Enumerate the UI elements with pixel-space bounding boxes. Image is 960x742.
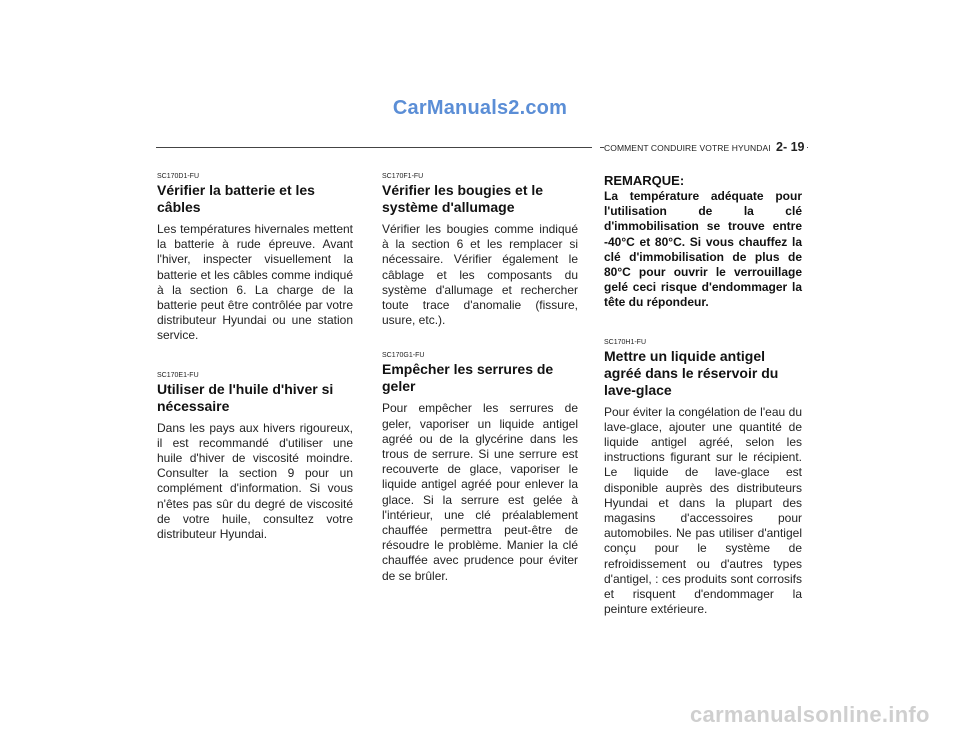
running-title: COMMENT CONDUIRE VOTRE HYUNDAI xyxy=(604,143,775,153)
note-box xyxy=(604,173,802,311)
note-title: REMARQUE: xyxy=(604,173,685,188)
section-body: Pour éviter la congélation de l'eau du lave-glace, ajouter une quantité de liquide antigel agréé, selon les instructions figurant sur le récipient. Le liquide de lave-glace est disponible auprès des distributeurs Hyundai et dans la plupart des magasins d'accessoires pour automobiles. Ne pas utiliser d'antigel conçu pour le système de refroidissement ou d'autres types d'antigel, : ces produits sont corrosifs et risquent d'endommager la peinture extérieure. xyxy=(604,404,802,617)
page-number: 2- 19 xyxy=(773,140,807,154)
section-winter-oil xyxy=(157,372,353,543)
section-spark-plugs xyxy=(382,173,578,328)
watermark-carmanualsonline: carmanualsonline.info xyxy=(690,702,930,727)
column-2 xyxy=(382,173,578,584)
section-body: Dans les pays aux hivers rigoureux, il est recommandé d'utiliser une huile d'hiver de viscosité moindre. Consulter la section 9 pour un complément d'information. Si vous n'êtes pas sûr du degré de viscosité de votre huile, consultez votre distributeur Hyundai. xyxy=(157,420,353,542)
watermark-carmanuals2: CarManuals2.com xyxy=(392,97,568,119)
section-battery xyxy=(157,173,353,344)
section-title: Vérifier la batterie et les câbles xyxy=(157,182,315,215)
section-body: Vérifier les bougies comme indiqué à la section 6 et les remplacer si nécessaire. Vérifier également le câblage et les composants du système d'allumage et rechercher toute trace d'anomalie (fissure, usure, etc.). xyxy=(382,222,578,328)
section-title: Vérifier les bougies et le système d'allumage xyxy=(382,182,544,215)
section-code: SC170H1-FU xyxy=(604,338,647,346)
section-title: Utiliser de l'huile d'hiver si nécessaire xyxy=(157,380,334,414)
section-washer xyxy=(604,339,802,618)
note-body: La température adéquate pour l'utilisation de la clé d'immobilisation se trouve entre -40°C et 80°C. Si vous chauffez la clé d'immobilisation de plus de 80°C pour ouvrir le verrouillage gelé ceci risque d'endommager la tête du répondeur. xyxy=(604,189,802,310)
section-code: SC170F1-FU xyxy=(382,173,424,180)
section-code: SC170G1-FU xyxy=(382,352,425,360)
section-locks xyxy=(382,352,578,583)
column-3 xyxy=(604,173,802,617)
section-body: Pour empêcher les serrures de geler, vaporiser un liquide antigel agréé ou de la glycérine dans les trous de serrure. Si une serrure est recouverte de glace, vaporiser le liquide antigel agréé pour enlever la glace. Si la serrure est gelée à l'intérieur, une clé préalablement chauffée permettra peut-être de résoudre le problème. Manier la clé chauffée avec prudence pour éviter de se brûler. xyxy=(382,401,578,583)
section-body: Les températures hivernales mettent la batterie à rude épreuve. Avant l'hiver, inspecter visuellement la batterie et les câbles comme indiqué à la section 6. La charge de la batterie peut être contrôlée par votre distributeur Hyundai ou une station service. xyxy=(157,222,353,343)
column-1 xyxy=(157,173,353,542)
section-code: SC170D1-FU xyxy=(157,173,200,180)
header-rule xyxy=(156,147,592,148)
section-title: Mettre un liquide antigel agréé dans le réservoir du lave-glace xyxy=(604,347,779,398)
section-code: SC170E1-FU xyxy=(157,371,199,379)
section-title: Empêcher les serrures de geler xyxy=(382,361,554,395)
